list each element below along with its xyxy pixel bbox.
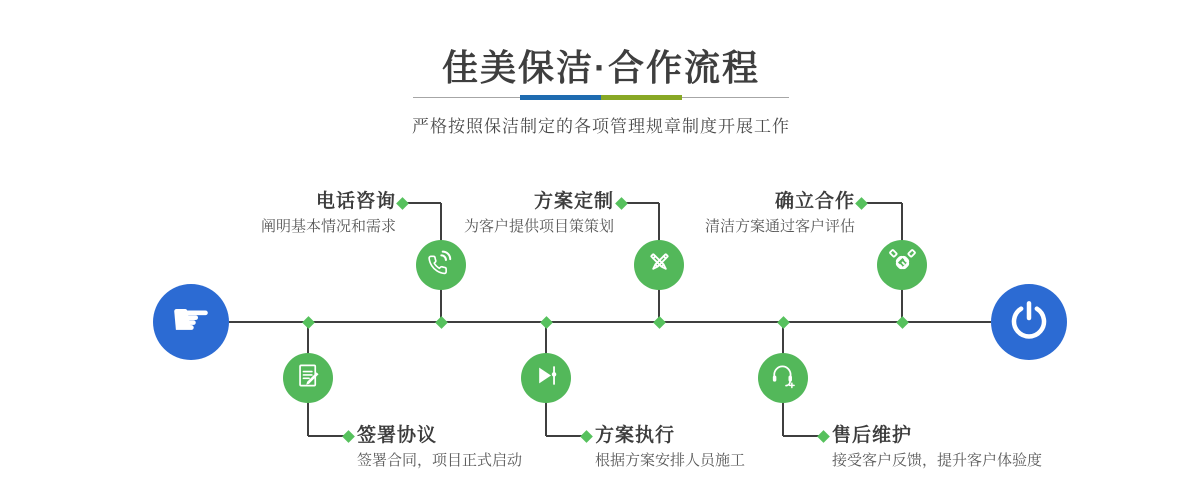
page-title: 佳美保洁·合作流程 bbox=[442, 47, 760, 88]
timeline-node-diamond bbox=[777, 316, 790, 329]
pencil-icon bbox=[645, 248, 674, 282]
timeline-node-diamond bbox=[896, 316, 909, 329]
step-node-contract bbox=[283, 353, 333, 403]
label-diamond bbox=[580, 430, 593, 443]
divider-blue-segment bbox=[520, 95, 601, 100]
step-title: 方案执行 bbox=[595, 425, 676, 446]
step-title: 售后维护 bbox=[832, 425, 913, 446]
timeline-node-diamond bbox=[653, 316, 666, 329]
main-timeline-line bbox=[229, 321, 991, 323]
divider-green-segment bbox=[601, 95, 682, 100]
step-node-phone bbox=[416, 240, 466, 290]
step-description: 阐明基本情况和需求 bbox=[260, 218, 396, 235]
step-plan-customize bbox=[464, 190, 614, 237]
step-establish-cooperation bbox=[705, 190, 855, 237]
label-diamond bbox=[817, 430, 830, 443]
phone-icon bbox=[426, 248, 456, 283]
label-diamond bbox=[855, 197, 868, 210]
timeline-node-diamond bbox=[435, 316, 448, 329]
step-title: 确立合作 bbox=[774, 191, 855, 212]
flow-end-node bbox=[991, 284, 1067, 360]
step-node-pencil bbox=[634, 240, 684, 290]
step-node-headset bbox=[758, 353, 808, 403]
headset-icon bbox=[769, 362, 797, 395]
step-description: 清洁方案通过客户评估 bbox=[704, 218, 855, 235]
step-node-play bbox=[521, 353, 571, 403]
play-icon bbox=[533, 362, 560, 394]
label-diamond bbox=[342, 430, 355, 443]
step-description: 接受客户反馈，提升客户体验度 bbox=[832, 452, 1043, 469]
step-description: 签署合同，项目正式启动 bbox=[357, 452, 523, 469]
step-phone-consult bbox=[261, 190, 396, 237]
timeline-node-diamond bbox=[302, 316, 315, 329]
step-description: 为客户提供项目策策划 bbox=[463, 218, 614, 235]
step-title: 方案定制 bbox=[533, 191, 614, 212]
step-node-handshake bbox=[877, 240, 927, 290]
page-subtitle: 严格按照保洁制定的各项管理规章制度开展工作 bbox=[412, 117, 790, 136]
step-title: 签署协议 bbox=[357, 425, 438, 446]
step-title: 电话咨询 bbox=[315, 191, 396, 212]
flow-start-node bbox=[153, 284, 229, 360]
contract-icon bbox=[295, 362, 322, 394]
power-icon bbox=[1009, 300, 1049, 345]
hand-pointer-icon: ☛ bbox=[170, 292, 212, 346]
timeline-node-diamond bbox=[540, 316, 553, 329]
label-diamond bbox=[615, 197, 628, 210]
handshake-icon bbox=[887, 247, 918, 283]
step-description: 根据方案安排人员施工 bbox=[595, 452, 746, 469]
step-plan-execute bbox=[595, 424, 745, 471]
step-sign-agreement bbox=[357, 424, 522, 471]
title-divider-accent bbox=[520, 95, 682, 100]
label-diamond bbox=[396, 197, 409, 210]
step-aftersales-maintain bbox=[832, 424, 1042, 471]
